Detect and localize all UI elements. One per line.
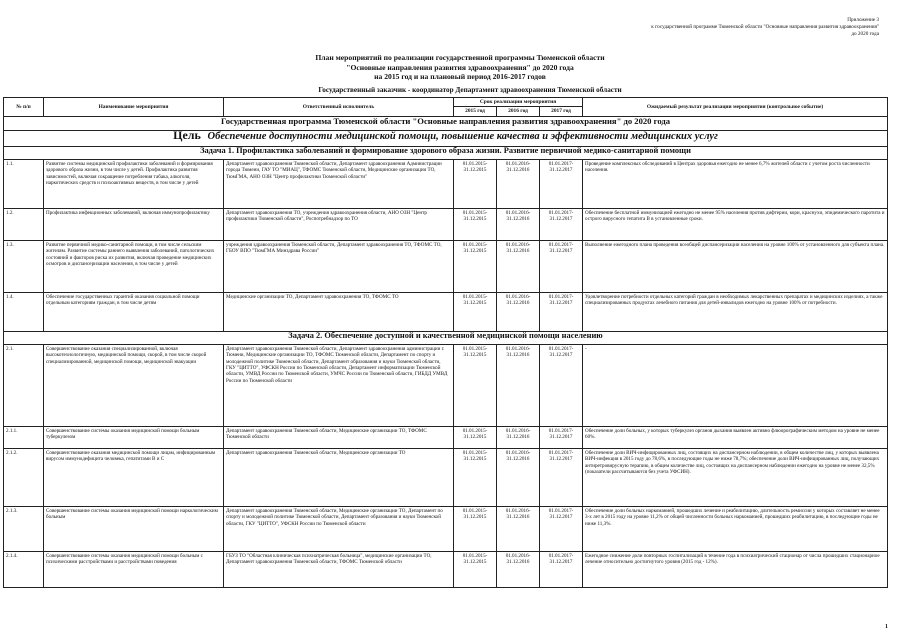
program-row — [4, 116, 888, 130]
row-name: Совершенствование системы оказания медицинской помощи наркологическим больным — [44, 506, 224, 551]
row-date-2015: 01.01.2015-31.12.2015 — [454, 208, 497, 240]
table-row — [4, 159, 888, 208]
row-date-2015: 01.01.2015-31.12.2015 — [454, 506, 497, 551]
goal-label: Цель — [173, 130, 201, 142]
header-executor: Ответственный исполнитель — [224, 98, 454, 117]
header-2016: 2016 год — [497, 107, 540, 116]
row-date-2015: 01.01.2015-31.12.2015 — [454, 426, 497, 448]
row-result: Проведение комплексных обследований в Центрах здоровья ежегодно не менее 6,7% жителей области с учетом роста численности населения. — [583, 159, 888, 208]
row-date-2017: 01.01.2017-31.12.2017 — [540, 344, 583, 426]
title-line-2: "Основные направления развития здравоохранения" до 2020 года — [346, 62, 574, 72]
row-date-2015: 01.01.2015-31.12.2015 — [454, 292, 497, 331]
row-result: Обеспечение доли ВИЧ-инфицированных лиц, состоящих на диспансерном наблюдении, в общем количестве лиц, у которых выявлена ВИЧ-инфекция в 2015 году до 78,6%, в последующие годы не ниже 78,7%; обеспечение доли ВИЧ-инфицированных лиц, получающих антиретровирусную терапию, в общем количестве лиц, состоящих на диспансерном наблюдении ежегодно на уровне не менее 32,5% (показатели рассчитываются без учета УФСИН). — [583, 448, 888, 506]
row-date-2017: 01.01.2017-31.12.2017 — [540, 292, 583, 331]
header-2017: 2017 год — [540, 107, 583, 116]
row-name: Обеспечение государственных гарантий оказания социальной помощи отдельным категориям граждан, в том числе детям — [44, 292, 224, 331]
row-executor: Департамент здравоохранения Тюменской области, Департамент здравоохранения Администрации города Тюмени, ГАУ ТО "МИАЦ", ТФОМС Тюменской области, Медицинские организации ТО, ТюмГМА, АНО ОЗН "Центр профилактики Тюменской области" — [224, 159, 454, 208]
row-num: 2.1. — [4, 344, 44, 426]
table-row — [4, 240, 888, 292]
title-line-1: План мероприятий по реализации государственной программы Тюменской области — [315, 53, 605, 62]
row-date-2015: 01.01.2015-31.12.2015 — [454, 551, 497, 587]
row-name: Совершенствование оказания специализированной, включая высокотехнологичную, медицинской помощи, скорой, в том числе скорой специализированной, медицинской помощи, медицинской эвакуации — [44, 344, 224, 426]
row-date-2017: 01.01.2017-31.12.2017 — [540, 240, 583, 292]
row-date-2017: 01.01.2017-31.12.2017 — [540, 506, 583, 551]
row-num: 2.1.4. — [4, 551, 44, 587]
row-date-2017: 01.01.2017-31.12.2017 — [540, 426, 583, 448]
row-date-2016: 01.01.2016-31.12.2016 — [497, 551, 540, 587]
header-2015: 2015 год — [454, 107, 497, 116]
row-executor: Департамент здравоохранения ТО, учреждения здравоохранения области, АНО ОЗН "Центр профилактики Тюменской области", Роспотребнадзор по ТО — [224, 208, 454, 240]
row-num: 1.4. — [4, 292, 44, 331]
row-name: Совершенствование системы оказания медицинской помощи больным туберкулезом — [44, 426, 224, 448]
table-row — [4, 448, 888, 506]
row-date-2016: 01.01.2016-31.12.2016 — [497, 506, 540, 551]
document-title — [180, 53, 740, 82]
plan-table — [3, 97, 888, 588]
row-result: Обеспечение доли больных наркоманией, прошедших лечение и реабилитацию, длительность ремиссии у которых составляет не менее 3-х лет в 2015 году на уровне 11,2% от общей численности больных наркоманией, прошедших реабилитацию, в последующие годы не ниже 11,3%. — [583, 506, 888, 551]
row-num: 1.3. — [4, 240, 44, 292]
appendix-line-3: до 2020 года — [851, 31, 879, 37]
table-row — [4, 208, 888, 240]
table-row — [4, 551, 888, 587]
goal-row — [4, 130, 888, 146]
row-date-2015: 01.01.2015-31.12.2015 — [454, 159, 497, 208]
row-date-2017: 01.01.2017-31.12.2017 — [540, 208, 583, 240]
row-name: Совершенствование оказания медицинской помощи лицам, инфицированным вирусом иммунодефицита человека, гепатитами В и С — [44, 448, 224, 506]
row-num: 1.2. — [4, 208, 44, 240]
row-executor: Департамент здравоохранения Тюменской области, Департамент здравоохранения администрации г. Тюмени, Медицинские организации ТО, ТФОМС Тюменской области, Департамент по спорту и молодежной политике Тюменской области, Департамент образования и науки Тюменской области, ГКУ "ЦИТТО", УФСКН России по Тюменской области, Департамент информатизации Тюменской области, УМВД России по Тюменской области, УМЧС России по Тюменской области, ГИБДД УМВД России по Тюменской области — [224, 344, 454, 426]
state-customer-line: Государственный заказчик - координатор Департамент здравоохранения Тюменской области — [318, 86, 622, 94]
row-date-2017: 01.01.2017-31.12.2017 — [540, 551, 583, 587]
row-date-2016: 01.01.2016-31.12.2016 — [497, 208, 540, 240]
program-title: Государственная программа Тюменской области "Основные направления развития здравоохранения" до 2020 года — [4, 116, 888, 130]
appendix-line-1: Приложение 3 — [847, 17, 879, 23]
header-row — [4, 98, 888, 107]
row-num: 2.1.3. — [4, 506, 44, 551]
row-num: 1.1. — [4, 159, 44, 208]
row-num: 2.1.2. — [4, 448, 44, 506]
goal-text: Обеспечение доступности медицинской помощи, повышение качества и эффективности медицинских услуг — [207, 130, 718, 142]
table-row — [4, 506, 888, 551]
task-row — [4, 146, 888, 159]
row-executor: Департамент здравоохранения Тюменской области, Медицинские организации ТО, Департамент по спорту и молодежной политике Тюменской области, Департамент образования и науки Тюменской области, ГКУ "ЦИТТО", УФСКН России по Тюменской области — [224, 506, 454, 551]
row-date-2015: 01.01.2015-31.12.2015 — [454, 448, 497, 506]
table-row — [4, 344, 888, 426]
row-result: Удовлетворение потребности отдельных категорий граждан в необходимых лекарственных препаратах и медицинских изделиях, а также специализированных продуктах лечебного питания для детей-инвалидов ежегодно на уровне 100% от потребности. — [583, 292, 888, 331]
task-2-title: Задача 2. Обеспечение доступной и качественной медицинской помощи населению — [4, 331, 888, 344]
row-result: - — [583, 344, 888, 426]
row-result: Ежегодное снижение доли повторных госпитализаций в течение года в психиатрический стационар от числа прошедших стационарное лечение относительно достигнутого уровня (2015 год - 12%). — [583, 551, 888, 587]
header-num: № п/п — [4, 98, 44, 117]
row-executor: Департамент здравоохранения Тюменской области, Медицинские организации ТО, ТФОМС Тюменской области — [224, 426, 454, 448]
row-date-2015: 01.01.2015-31.12.2015 — [454, 344, 497, 426]
task-1-title: Задача 1. Профилактика заболеваний и формирование здорового образа жизни. Развитие первичной медико-санитарной помощи — [4, 146, 888, 159]
row-result: Обеспечение бесплатной иммунизацией ежегодно не менее 95% населения против дифтерии, кори, краснухи, эпидемического паротита и острого вирусного гепатита В в установленные сроки. — [583, 208, 888, 240]
header-result: Ожидаемый результат реализации мероприятия (контрольное событие) — [583, 98, 888, 117]
row-date-2016: 01.01.2016-31.12.2016 — [497, 344, 540, 426]
row-date-2016: 01.01.2016-31.12.2016 — [497, 448, 540, 506]
table-row — [4, 426, 888, 448]
goal-cell — [4, 130, 888, 146]
row-date-2016: 01.01.2016-31.12.2016 — [497, 426, 540, 448]
row-name: Профилактика инфекционных заболеваний, включая иммунопрофилактику — [44, 208, 224, 240]
row-name: Совершенствование системы оказания медицинской помощи больным с психическими расстройствами и расстройствами поведения — [44, 551, 224, 587]
row-date-2015: 01.01.2015-31.12.2015 — [454, 240, 497, 292]
row-result: Выполнение ежегодного плана проведения всеобщей диспансеризации населения на уровне 100% от установленного для субъекта плана. — [583, 240, 888, 292]
table-row — [4, 292, 888, 331]
row-date-2017: 01.01.2017-31.12.2017 — [540, 448, 583, 506]
task-row — [4, 331, 888, 344]
row-executor: Медицинские организации ТО, Департамент здравоохранения ТО, ТФОМС ТО — [224, 292, 454, 331]
row-name: Развитие первичной медико-санитарной помощи, в том числе сельским жителям. Развитие системы раннего выявления заболеваний, патологических состояний и факторов риска их развития, включая проведение медицинских осмотров и диспансеризации населения, в том числе у детей — [44, 240, 224, 292]
row-name: Развитие системы медицинской профилактики заболеваний и формирования здорового образа жизни, в том числе у детей. Профилактика развития зависимостей, включая сокращение потребления табака, алкоголя, наркотических средств и психоактивных веществ, в том числе у детей — [44, 159, 224, 208]
row-result: Обеспечение доли больных, у которых туберкулез органов дыхания выявлен активно флюорографическим методом на уровне не менее 60%. — [583, 426, 888, 448]
row-num: 2.1.1. — [4, 426, 44, 448]
appendix-note — [549, 17, 879, 38]
header-period: Срок реализации мероприятия — [454, 98, 583, 107]
row-executor: Департамент здравоохранения Тюменской области, Медицинские организации ТО — [224, 448, 454, 506]
row-date-2016: 01.01.2016-31.12.2016 — [497, 292, 540, 331]
page-number: 1 — [885, 624, 888, 630]
row-date-2016: 01.01.2016-31.12.2016 — [497, 240, 540, 292]
title-line-3: на 2015 год и на плановый период 2016-2017 годов — [374, 72, 546, 82]
appendix-line-2: к государственной программе Тюменской области "Основные направления развития здравоохранения" — [651, 24, 879, 30]
row-date-2017: 01.01.2017-31.12.2017 — [540, 159, 583, 208]
row-date-2016: 01.01.2016-31.12.2016 — [497, 159, 540, 208]
row-executor: ГБУЗ ТО "Областная клиническая психиатрическая больница", медицинские организации ТО, Департамент здравоохранения Тюменской области, ТФОМС Тюменской области — [224, 551, 454, 587]
row-executor: учреждения здравоохранения Тюменской области, Департамент здравоохранения ТО, ТФОМС ТО, ГБОУ ВПО "ТюмГМА Минздрава России" — [224, 240, 454, 292]
header-name: Наименование мероприятия — [44, 98, 224, 117]
